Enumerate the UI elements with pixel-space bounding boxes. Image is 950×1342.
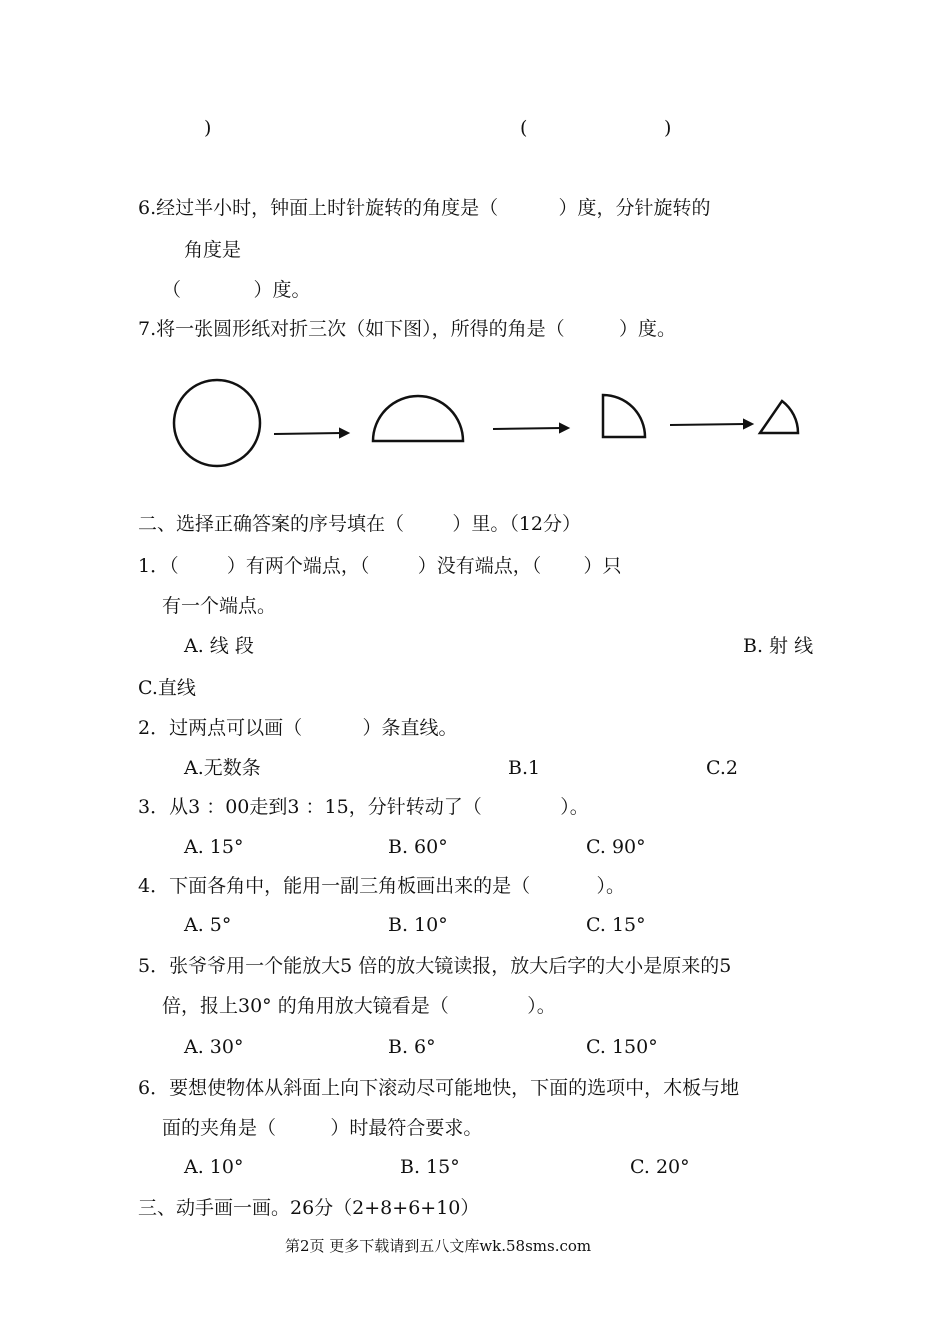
s2-q5-option-b: B. 6°: [388, 1036, 436, 1058]
full-circle-shape: [174, 380, 260, 466]
semicircle-shape: [373, 396, 463, 441]
s2-q4-option-a: A. 5°: [184, 914, 232, 936]
s1-q7-line1: 7.将一张圆形纸对折三次（如下图），所得的角是（ ）度。: [138, 318, 676, 340]
page-footer: 第2页 更多下载请到五八文库wk.58sms.com: [285, 1237, 592, 1255]
s2-q1-option-b: B. 射 线: [743, 635, 814, 657]
s2-q6-line2: 面的夹角是（ ）时最符合要求。: [162, 1117, 483, 1139]
s2-q5-option-c: C. 150°: [586, 1036, 658, 1058]
quarter-circle-shape: [603, 395, 645, 437]
s2-q2-option-c: C.2: [706, 757, 738, 779]
eighth-circle-shape: [760, 401, 798, 433]
arrow-2-line: [493, 428, 562, 429]
circle-folding-figure: [160, 365, 830, 475]
s2-q1-line1: 1．（ ）有两个端点，（ ）没有端点，（ ）只: [138, 555, 622, 577]
s2-q2-line: 2．过两点可以画（ ）条直线。: [138, 717, 458, 739]
s2-q4-option-b: B. 10°: [388, 914, 448, 936]
s2-q1-option-c: C.直线: [138, 677, 196, 699]
s2-q2-option-a: A.无数条: [184, 757, 261, 779]
s2-q4-line: 4．下面各角中，能用一副三角板画出来的是（ ）。: [138, 875, 626, 897]
s2-heading: 二、选择正确答案的序号填在（ ）里。（12分）: [138, 513, 581, 535]
s2-q3-line: 3．从3 ：00走到3 ：15，分针转动了（ ）。: [138, 796, 589, 818]
s2-q6-option-b: B. 15°: [400, 1156, 460, 1178]
s2-q6-option-a: A. 10°: [184, 1156, 244, 1178]
top-bracket-left: ): [204, 117, 212, 139]
s2-q3-option-a: A. 15°: [184, 836, 244, 858]
arrow-2-head: [560, 424, 568, 432]
s2-q1-option-a: A. 线 段: [184, 635, 254, 657]
arrow-3-line: [670, 424, 745, 425]
s1-q6-line3: （ ）度。: [162, 279, 311, 301]
s2-q3-option-b: B. 60°: [388, 836, 448, 858]
s2-q1-line2: 有一个端点。: [162, 595, 277, 617]
s2-q4-option-c: C. 15°: [586, 914, 646, 936]
s1-q6-line1: 6.经过半小时，钟面上时针旋转的角度是（ ）度，分针旋转的: [138, 197, 711, 219]
s2-q5-line2: 倍，报上30° 的角用放大镜看是（ ）。: [162, 995, 556, 1017]
arrow-1-line: [274, 433, 342, 434]
arrow-3-head: [744, 420, 752, 428]
s2-q6-option-c: C. 20°: [630, 1156, 690, 1178]
s2-q5-option-a: A. 30°: [184, 1036, 244, 1058]
top-bracket-mid-close: ): [664, 117, 672, 139]
s2-q6-line1: 6．要想使物体从斜面上向下滚动尽可能地快，下面的选项中，木板与地: [138, 1077, 740, 1099]
s2-q3-option-c: C. 90°: [586, 836, 646, 858]
s1-q6-line2: 角度是: [184, 239, 242, 261]
s2-q2-option-b: B.1: [508, 757, 541, 779]
top-bracket-mid-open: (: [520, 117, 528, 139]
s2-q5-line1: 5．张爷爷用一个能放大5 倍的放大镜读报，放大后字的大小是原来的5: [138, 955, 732, 977]
arrow-1-head: [340, 429, 348, 437]
s3-heading: 三、动手画一画。26分（2+8+6+10）: [138, 1197, 480, 1219]
